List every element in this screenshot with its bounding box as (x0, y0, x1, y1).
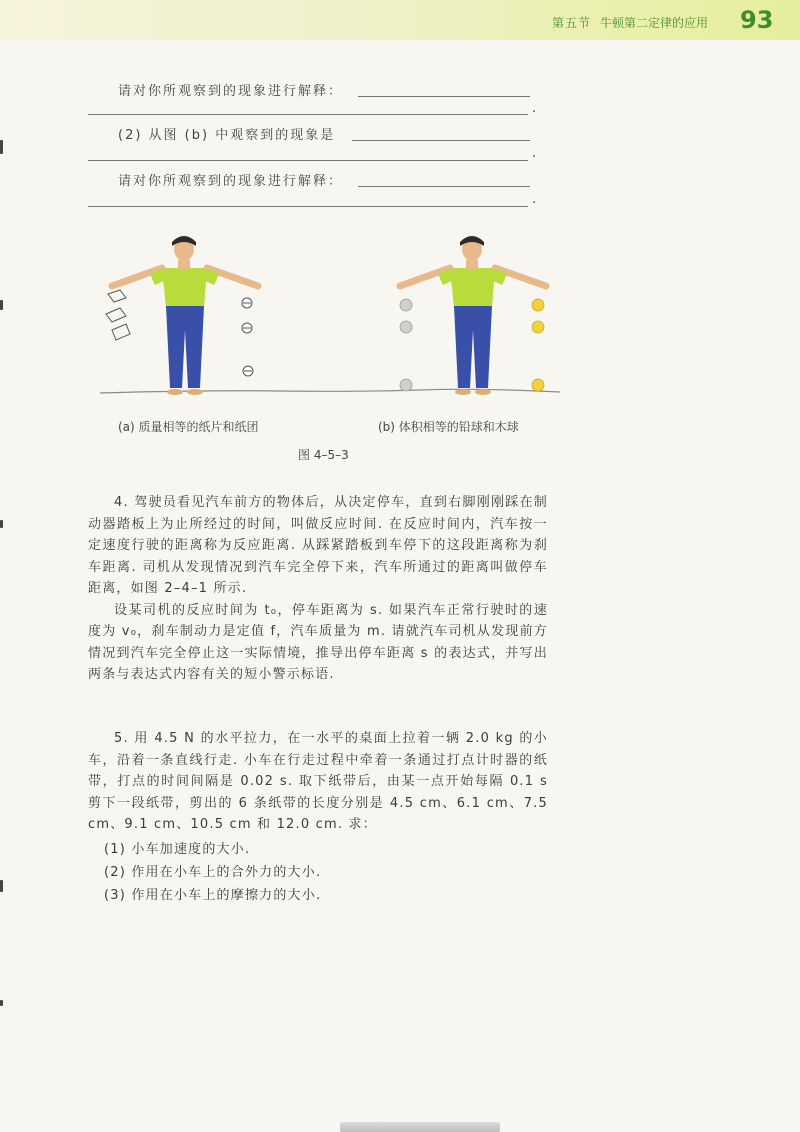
period-mark: . (532, 101, 537, 116)
problem-4-para-1: 4. 驾驶员看见汽车前方的物体后，从决定停车，直到右脚刚刚踩在制动器踏板上为止所经过的时间，叫做反应时间. 在反应时间内，汽车按一定速度行驶的距离称为反应距离. 从踩紧踏板到车停下的这段距离称为刹车距离. 司机从发现情况到汽车完全停下来，汽车所通过的距离叫做停车距离，如图 2–4–1 所示. (88, 495, 548, 596)
problem-4 (88, 492, 548, 686)
section-label: 第五节 (552, 16, 592, 30)
problem-5-item-1: (1) 小车加速度的大小. (104, 842, 251, 857)
period-mark: . (532, 192, 537, 207)
lead-balls (400, 299, 412, 391)
period-mark: . (532, 146, 537, 161)
problem-5-item-2: (2) 作用在小车上的合外力的大小. (104, 865, 322, 880)
chapter-title: 牛顿第二定律的应用 (600, 16, 709, 30)
problem-5-para: 5. 用 4.5 N 的水平拉力，在一水平的桌面上拉着一辆 2.0 kg 的小车，沿着一条直线行走. 小车在行走过程中牵着一条通过打点计时器的纸带，打点的时间间隔是 0.02 s. 取下纸带后，由某一点开始每隔 0.1 s 剪下一段纸带，剪出的 6 条纸带的长度分别是 4.5 cm、6.1 cm、7.5 cm、9.1 cm、10.5 cm 和 12.0 cm. 求： (88, 731, 548, 832)
figure-illustration (0, 0, 800, 440)
caption-a: (a) 质量相等的纸片和纸团 (118, 420, 259, 434)
figure-title: 图 4–5–3 (298, 448, 349, 462)
caption-b: (b) 体积相等的铅球和木球 (378, 420, 519, 434)
person-b (400, 236, 546, 395)
problem-4-para-2: 设某司机的反应时间为 t₀，停车距离为 s. 如果汽车正常行驶时的速度为 v₀，刹车制动力是定值 f，汽车质量为 m. 请就汽车司机从发现前方情况到汽车完全停止这一实际情境，推导出停车距离 s 的表达式，并写出两条与表达式内容有关的短小警示标语. (88, 602, 548, 682)
person-a (112, 236, 258, 395)
paper-sheets (106, 290, 130, 340)
problem-5 (88, 728, 548, 836)
q1-explain-prompt: 请对你所观察到的现象进行解释： (118, 84, 344, 99)
wood-balls (532, 299, 544, 391)
problem-5-item-3: (3) 作用在小车上的摩擦力的大小. (104, 888, 322, 903)
q2-observe-prompt: (2) 从图 (b) 中观察到的现象是 (118, 128, 336, 143)
q2-explain-prompt: 请对你所观察到的现象进行解释： (118, 174, 344, 189)
page-number: 93 (740, 6, 774, 34)
paper-balls (242, 298, 253, 376)
page-footer-mark (340, 1122, 500, 1132)
